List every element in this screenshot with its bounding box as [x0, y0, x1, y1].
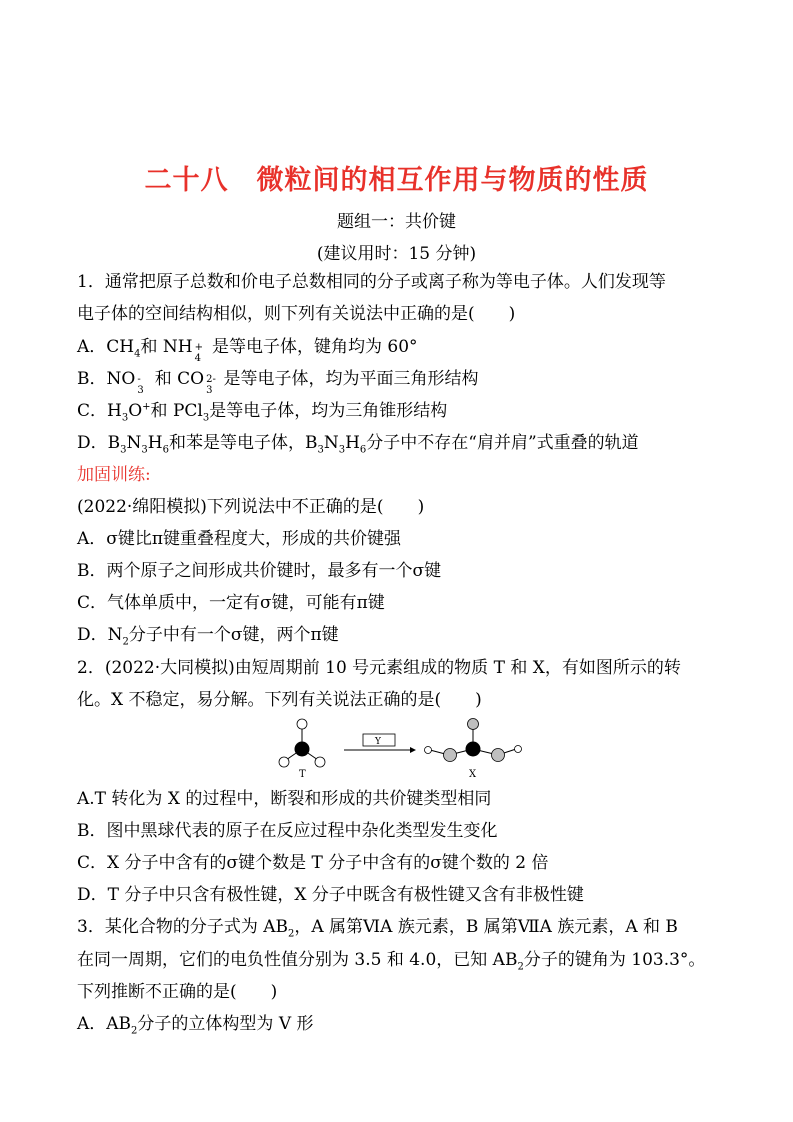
q3-option-a: A．$AB_2$分子的立体构型为 V 形 [77, 1014, 314, 1037]
q2-option-a: A.T 转化为 X 的过程中，断裂和形成的共价键类型相同 [77, 789, 492, 809]
q1-option-c: C．$H_3O^+$和 PCl$_3$是等电子体，均为三角锥形结构 [77, 401, 448, 424]
label-t: T [299, 769, 306, 780]
q1-option-a: A．$CH_4$和 NH + 4 是等电子体，键角均为 60° [77, 337, 418, 364]
q2-option-b: B．图中黑球代表的原子在反应过程中杂化类型发生变化 [77, 821, 498, 841]
extra-option-b: B．两个原子之间形成共价键时，最多有一个σ键 [77, 561, 442, 581]
reaction-arrow [344, 734, 416, 753]
q1-stem-line-2: 电子体的空间结构相似，则下列有关说法中正确的是( ) [77, 304, 516, 324]
label-y: Y [375, 737, 381, 747]
molecule-x [425, 719, 522, 781]
extra-option-c: C．气体单质中，一定有σ键，可能有π键 [77, 593, 385, 613]
molecule-t [279, 719, 325, 780]
q1-option-b: B．NO - 3 和 CO 2- 3 是等电子体，均为平面三角形结构 [77, 369, 479, 396]
q3-stem-line-3: 下列推断不正确的是( ) [77, 982, 278, 1002]
group-heading: 题组一：共价键 [337, 212, 456, 232]
page-title: 二十八 微粒间的相互作用与物质的性质 [144, 165, 649, 196]
time-hint: (建议用时：15 分钟) [316, 244, 477, 264]
q3-stem-line-1: 3．某化合物的分子式为 $AB_2$，A 属第ⅥA 族元素，B 属第ⅦA 族元素，A 和 B [77, 917, 678, 940]
q2-option-d: D．T 分子中只含有极性键，X 分子中既含有极性键又含有非极性键 [77, 885, 584, 905]
q2-stem-line-1: 2．(2022·大同模拟)由短周期前 10 号元素组成的物质 T 和 X，有如图所示的转 [77, 658, 681, 678]
label-x: X [469, 769, 477, 780]
q2-option-c: C．X 分子中含有的σ键个数是 T 分子中含有的σ键个数的 2 倍 [77, 853, 549, 873]
extra-training-label: 加固训练: [77, 465, 151, 485]
q3-stem-line-2: 在同一周期，它们的电负性值分别为 3.5 和 4.0，已知 $AB_2$分子的键角为 103.3°。 [77, 950, 706, 973]
extra-option-a: A．σ键比π键重叠程度大，形成的共价键强 [77, 529, 402, 549]
q2-stem-line-2: 化。X 不稳定，易分解。下列有关说法正确的是( ) [77, 690, 482, 710]
extra-stem: (2022·绵阳模拟)下列说法中不正确的是( ) [77, 497, 425, 517]
molecule-conversion-diagram [260, 714, 540, 782]
q1-stem-line-1: 1．通常把原子总数和价电子总数相同的分子或离子称为等电子体。人们发现等 [77, 272, 666, 292]
q1-option-d: D．$B_3N_3H_6$和苯是等电子体，$B_3N_3H_6$分子中不存在“肩并肩”式重叠的轨道 [77, 433, 639, 456]
extra-option-d: D．$N_2$分子中有一个σ键，两个π键 [77, 625, 339, 648]
